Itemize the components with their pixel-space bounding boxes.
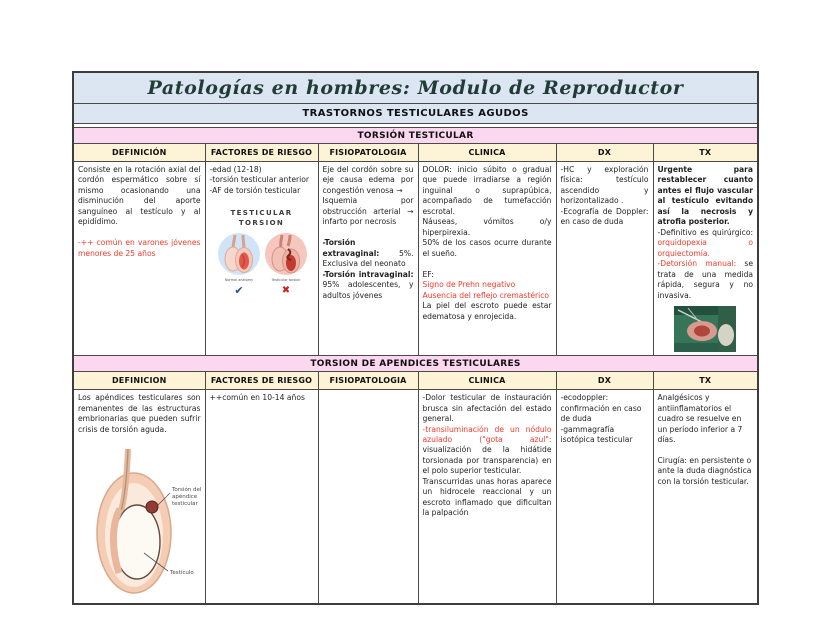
normal-anatomy-caption: Normal anatomy xyxy=(224,277,253,282)
column-header-definicion-1: DEFINICIÓN xyxy=(73,144,205,162)
column-header-clinica-1: CLINICA xyxy=(418,144,556,162)
testicle-label: Testículo xyxy=(170,569,194,576)
page-title: Patologías en hombres: Modulo de Reproductor xyxy=(73,72,758,104)
s2-clinica-text: -Dolor testicular de instauración brusca sin afectación del estado general. -transiluminación de un nódulo azulado ("gota azul": visualización de la hidátide torsionada por transparencia) en el polo superior testicular. Transcurridas unas horas aparece un hidrocele reaccional y un escroto inflamado que dificultan la palpación xyxy=(422,393,552,518)
cross-icon: ✖ xyxy=(281,284,290,296)
appendix-label-line3: testicular xyxy=(172,500,198,507)
cell-s1-clinica xyxy=(418,162,556,356)
s1-fisiopatologia-text: Eje del cordón sobre su eje causa edema por congestión venosa → Isquemia por obstrucción arterial → infarto por necrosis -Torsión extravaginal: 5%. Exclusiva del neonato -Torsión intravaginal: 95% adolescentes, y adultos jóvenes xyxy=(322,165,414,300)
column-header-fisiopatologia-2: FISIOPATOLOGIA xyxy=(318,372,418,390)
column-header-fisiopatologia-1: FISIOPATOLOGIA xyxy=(318,144,418,162)
appendix-torsion-figure xyxy=(82,445,204,597)
cell-s2-fisiopatologia xyxy=(318,390,418,605)
torsion-figure-title: TESTICULAR TORSION xyxy=(230,209,293,228)
s2-dx-text: -ecodoppler: confirmación en caso de duda -gammagrafía isotópica testicular xyxy=(560,393,642,444)
appendix-label-line1: Torsión del xyxy=(172,486,202,493)
column-header-dx-2: DX xyxy=(556,372,653,390)
s2-definicion-text: Los apéndices testiculares son remanentes de las estructuras embrionarias que pueden sufrir crisis de torsión aguda. xyxy=(78,393,201,434)
document-sheet xyxy=(72,71,759,605)
testicular-torsion-figure xyxy=(210,209,314,300)
surgeon-glove-shape xyxy=(718,324,734,346)
column-header-dx-1: DX xyxy=(556,144,653,162)
column-header-factores-1: FACTORES DE RIESGO xyxy=(205,144,318,162)
s1-clinica-text: DOLOR: inicio súbito o gradual que puede irradiarse a región inguinal o suprapúbica, acompañado de tumefacción escrotal. Náuseas, vómitos o/y hiperpirexia. 50% de los casos ocurre durante el sueño. EF: Signo de Prehn negativo Ausencia del reflejo cremastérico La piel del escroto puede estar edematosa y enrojecida. xyxy=(422,165,552,321)
cell-s2-factores xyxy=(205,390,318,605)
cell-s1-factores xyxy=(205,162,318,356)
s2-tx-text: Analgésicos y antiinflamatorios el cuadro se resuelve en un período inferior a 7 días. Cirugía: en persistente o ante la duda diagnóstica con la torsión testicular. xyxy=(657,393,752,486)
column-header-tx-1: TX xyxy=(653,144,758,162)
cell-s2-clinica xyxy=(418,390,556,605)
s1-dx-text: -HC y exploración física: testículo ascendido y horizontalizado . -Ecografía de Doppler: en caso de duda xyxy=(560,165,649,227)
checkmark-icon: ✔ xyxy=(233,283,244,297)
cell-s2-dx xyxy=(556,390,653,605)
torsion-comparison-illustration xyxy=(212,231,312,297)
column-header-tx-2: TX xyxy=(653,372,758,390)
surgery-photo xyxy=(674,306,736,352)
s2-factores-text: ++común en 10-14 años xyxy=(209,393,305,403)
cell-s2-definicion xyxy=(73,390,205,605)
column-header-factores-2: FACTORES DE RIESGO xyxy=(205,372,318,390)
cell-s1-tx xyxy=(653,162,758,356)
s1-tx-text: Urgente para restablecer cuanto antes el flujo vascular al testículo evitando así la necrosis y atrofia posterior. -Definitivo es quirúrgico: orquidopexia o orquiectomía. -Detorsión manual: se trata de una medida rápida, segura y no invasiva. xyxy=(657,165,754,300)
torsioned-appendix-shape xyxy=(146,501,158,513)
section-title-torsion-apendices: TORSION DE APENDICES TESTICULARES xyxy=(73,356,758,372)
patologias-table xyxy=(72,71,759,605)
appendix-label-line2: apéndice xyxy=(172,493,198,500)
section-title-torsion-testicular: TORSIÓN TESTICULAR xyxy=(73,128,758,144)
cell-s1-fisiopatologia xyxy=(318,162,418,356)
s1-factores-text: -edad (12-18) -torsión testicular anterior -AF de torsión testicular xyxy=(209,165,310,195)
column-header-definicion-2: DEFINICION xyxy=(73,372,205,390)
column-header-clinica-2: CLINICA xyxy=(418,372,556,390)
cell-s1-definicion xyxy=(73,162,205,356)
cell-s1-dx xyxy=(556,162,653,356)
torsion-caption: Testicular torsion xyxy=(271,277,300,282)
page-subtitle: TRASTORNOS TESTICULARES AGUDOS xyxy=(73,104,758,124)
s1-definicion-text: Consiste en la rotación axial del cordón espermático sobre sí mismo ocasionando una disminución del aporte sanguíneo al testículo y al epidídimo. -++ común en varones jóvenes menores de 25 años xyxy=(78,165,201,258)
cell-s2-tx xyxy=(653,390,758,605)
